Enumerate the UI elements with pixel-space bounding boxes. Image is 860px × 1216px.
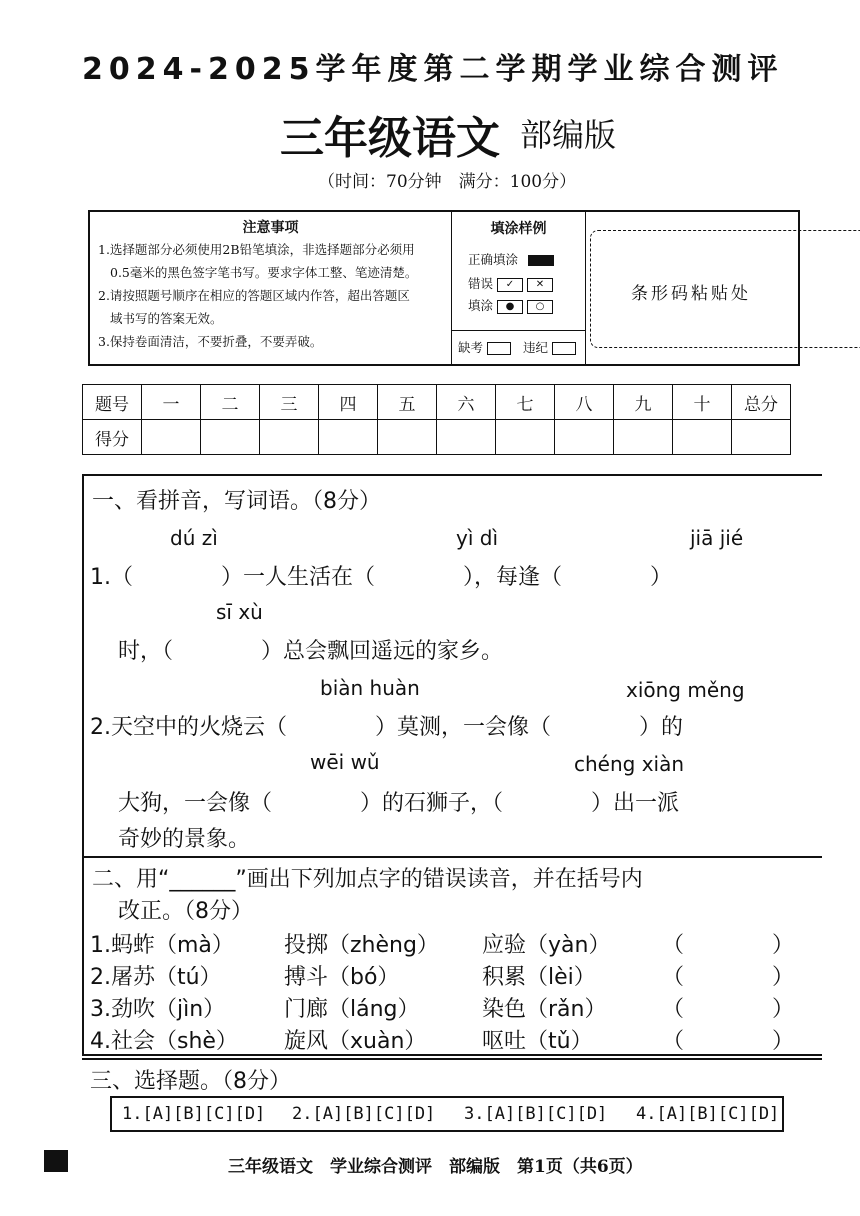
score-cell[interactable] — [260, 420, 319, 455]
question-line: 时，（ ）总会飘回遥远的家乡。 — [118, 639, 504, 664]
pinyin-label: yì dì — [456, 526, 499, 550]
notice-item: 0.5毫米的黑色签字笔书写。要求字体工整、笔迹清楚。 — [110, 265, 418, 280]
choice-option-group[interactable]: 1.[A][B][C][D] — [122, 1104, 266, 1124]
question-line: 奇妙的景象。 — [118, 827, 251, 852]
reading-item: 呕吐（tǔ） — [482, 1029, 593, 1054]
notice-item: 3.保持卷面清洁，不要折叠，不要弄破。 — [98, 334, 323, 349]
filled-dot-icon: ● — [497, 300, 523, 314]
fill-sample-title: 填涂样例 — [490, 221, 547, 237]
answer-bracket[interactable]: （ ） — [662, 997, 795, 1022]
fill-wrong-label: 错误 — [468, 276, 494, 291]
question-line: 2.天空中的火烧云（ ）莫测，一会像（ ）的 — [90, 715, 683, 740]
pinyin-label: sī xù — [216, 600, 263, 624]
reading-item: 4.社会（shè） — [90, 1029, 238, 1054]
choice-answer-box — [110, 1096, 784, 1132]
score-header-cell: 七 — [496, 385, 555, 420]
barcode-label: 条形码粘贴处 — [631, 284, 751, 304]
absent-checkbox[interactable] — [487, 342, 511, 355]
score-cell[interactable] — [142, 420, 201, 455]
pinyin-label: chéng xiàn — [574, 752, 685, 776]
score-cell[interactable] — [378, 420, 437, 455]
info-box — [88, 210, 800, 366]
reading-item: 积累（lèi） — [482, 965, 596, 990]
reading-item: 1.蚂蚱（mà） — [90, 933, 234, 958]
exam-subject-title: 三年级语文 — [280, 113, 500, 164]
score-header-cell: 九 — [614, 385, 673, 420]
choice-option-group[interactable]: 2.[A][B][C][D] — [292, 1104, 436, 1124]
notice-panel — [90, 212, 452, 364]
score-cell[interactable] — [732, 420, 791, 455]
choice-option-group[interactable]: 4.[A][B][C][D] — [636, 1104, 780, 1124]
score-cell[interactable] — [201, 420, 260, 455]
score-cell[interactable] — [437, 420, 496, 455]
check-mark-icon: ✓ — [497, 278, 523, 292]
pinyin-label: jiā jié — [690, 526, 744, 550]
fill-correct-label: 正确填涂 — [468, 252, 519, 267]
reading-item: 3.劲吹（jìn） — [90, 997, 226, 1022]
answer-area — [82, 474, 822, 1056]
section1-title: 一、看拼音，写词语。（8分） — [92, 489, 381, 514]
filled-box-icon — [528, 255, 554, 266]
section-divider — [82, 1058, 822, 1060]
pinyin-label: xiōng měng — [626, 678, 745, 702]
score-cell[interactable] — [555, 420, 614, 455]
section3-title: 三、选择题。（8分） — [90, 1069, 291, 1094]
score-header-cell: 二 — [201, 385, 260, 420]
score-header-cell: 三 — [260, 385, 319, 420]
notice-item: 域书写的答案无效。 — [110, 311, 223, 326]
empty-circle-icon: ○ — [527, 300, 553, 314]
pinyin-label: biàn huàn — [320, 676, 420, 700]
reading-item: 搏斗（bó） — [284, 965, 400, 990]
cross-mark-icon: ✕ — [527, 278, 553, 292]
section2-title: 二、用“______”画出下列加点字的错误读音，并在括号内 — [92, 867, 643, 892]
score-header-cell: 总分 — [732, 385, 791, 420]
score-table — [82, 384, 791, 455]
reading-item: 投掷（zhèng） — [284, 933, 439, 958]
score-header-cell: 四 — [319, 385, 378, 420]
score-header-cell: 八 — [555, 385, 614, 420]
alignment-mark — [44, 1150, 68, 1172]
page-footer: 三年级语文 学业综合测评 部编版 第1页（共6页） — [228, 1157, 643, 1177]
fill-wrong-label-2: 填涂 — [468, 298, 494, 313]
question-line: 1.（ ）一人生活在（ ），每逢（ ） — [90, 565, 672, 590]
reading-item: 应验（yàn） — [482, 933, 611, 958]
score-row-label: 得分 — [83, 420, 142, 455]
score-header-cell: 六 — [437, 385, 496, 420]
section-divider — [84, 856, 822, 858]
score-header-cell: 五 — [378, 385, 437, 420]
score-header-cell: 十 — [673, 385, 732, 420]
choice-option-group[interactable]: 3.[A][B][C][D] — [464, 1104, 608, 1124]
fill-sample-panel — [452, 212, 586, 364]
reading-item: 门廊（láng） — [284, 997, 420, 1022]
exam-edition: 部编版 — [520, 116, 617, 154]
notice-title: 注意事项 — [242, 220, 299, 236]
violation-checkbox[interactable] — [552, 342, 576, 355]
score-header-cell: 题号 — [83, 385, 142, 420]
reading-item: 染色（rǎn） — [482, 997, 607, 1022]
answer-bracket[interactable]: （ ） — [662, 933, 795, 958]
score-cell[interactable] — [673, 420, 732, 455]
reading-item: 2.屠苏（tú） — [90, 965, 222, 990]
score-cell[interactable] — [496, 420, 555, 455]
exam-time-info: （时间：70分钟 满分：100分） — [318, 172, 577, 192]
barcode-area — [590, 230, 860, 348]
score-cell[interactable] — [319, 420, 378, 455]
score-cell[interactable] — [614, 420, 673, 455]
answer-bracket[interactable]: （ ） — [662, 965, 795, 990]
violation-label: 违纪 — [522, 340, 548, 355]
section2-title-cont: 改正。（8分） — [118, 899, 253, 924]
score-header-cell: 一 — [142, 385, 201, 420]
reading-item: 旋风（xuàn） — [284, 1029, 427, 1054]
answer-bracket[interactable]: （ ） — [662, 1029, 795, 1054]
absent-label: 缺考 — [458, 340, 484, 355]
exam-title-line1: 2024-2025学年度第二学期学业综合测评 — [82, 52, 784, 87]
pinyin-label: dú zì — [170, 526, 218, 550]
notice-item: 1.选择题部分必须使用2B铅笔填涂，非选择题部分必须用 — [98, 242, 415, 257]
question-line: 大狗，一会像（ ）的石狮子，（ ）出一派 — [118, 791, 680, 816]
notice-item: 2.请按照题号顺序在相应的答题区域内作答，超出答题区 — [98, 288, 410, 303]
pinyin-label: wēi wǔ — [310, 750, 380, 774]
